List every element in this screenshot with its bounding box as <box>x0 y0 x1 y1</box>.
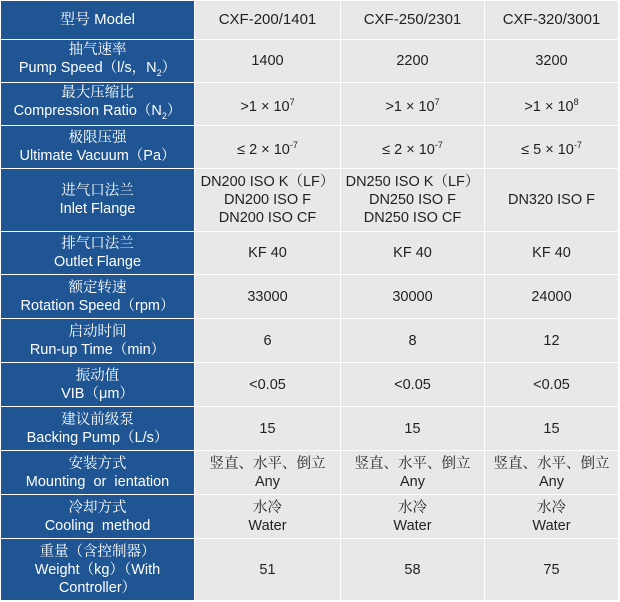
row-label-cell <box>1 232 195 275</box>
row-label-en: Mounting or ientation <box>25 473 170 490</box>
value-cell: KF 40 <box>341 232 485 275</box>
row-label-zh: 冷却方式 <box>68 499 127 516</box>
value-cell: DN200 ISO K（LF） DN200 ISO F DN200 ISO CF <box>195 169 341 232</box>
table-row-weight <box>1 539 619 601</box>
table-row-ultimate-vacuum <box>1 126 619 169</box>
table-row-outlet-flange <box>1 232 619 275</box>
value-cell: <0.05 <box>195 363 341 407</box>
value-cell: KF 40 <box>195 232 341 275</box>
row-label-zh: 排气口法兰 <box>61 236 134 252</box>
table-row-mounting <box>1 451 619 495</box>
row-label-cell <box>1 83 195 126</box>
value-cell: 水冷 Water <box>485 495 619 539</box>
model-name-cell: CXF-250/2301 <box>341 1 485 40</box>
value-cell: <0.05 <box>485 363 619 407</box>
row-label-en: Cooling method <box>44 517 151 534</box>
row-label-zh: 进气口法兰 <box>61 183 134 199</box>
row-label-en: Weight（kg）（With <box>34 561 161 578</box>
row-label-en: Rotation Speed（rpm） <box>20 297 175 314</box>
row-label-cell <box>1 40 195 83</box>
model-name-cell: CXF-320/3001 <box>485 1 619 40</box>
value-cell: 15 <box>195 407 341 451</box>
row-label-zh: 额定转速 <box>68 279 127 296</box>
value-cell: 水冷 Water <box>341 495 485 539</box>
row-label-cell <box>1 126 195 169</box>
table-row-cooling <box>1 495 619 539</box>
row-label-en: Pump Speed（l/s，$N_2$） <box>18 59 177 78</box>
value-cell: 12 <box>485 319 619 363</box>
table-row-rotation-speed <box>1 275 619 319</box>
row-label-cell <box>1 363 195 407</box>
value-cell: 竖直、水平、倒立 Any <box>341 451 485 495</box>
table-row-run-up-time <box>1 319 619 363</box>
value-cell: ≤ $5 \times 10^{-7}$ <box>485 126 619 169</box>
value-cell: <0.05 <box>341 363 485 407</box>
value-cell: ≤ $2 \times 10^{-7}$ <box>341 126 485 169</box>
row-label-zh: 重量（含控制器） <box>39 543 156 560</box>
value-cell: DN320 ISO F <box>485 169 619 232</box>
table-row-inlet-flange <box>1 169 619 232</box>
row-label-cell <box>1 495 195 539</box>
value-cell: $>1 \times 10^7$ <box>341 83 485 126</box>
value-cell: 15 <box>341 407 485 451</box>
value-cell: KF 40 <box>485 232 619 275</box>
row-label-cell <box>1 451 195 495</box>
value-cell: 3200 <box>485 40 619 83</box>
row-label-cell <box>1 539 195 601</box>
value-cell: 51 <box>195 539 341 601</box>
row-label-cell <box>1 275 195 319</box>
row-label-en: Inlet Flange <box>59 201 136 217</box>
row-label-en: Run-up Time（min） <box>29 341 166 358</box>
row-label-en: VIB（μm） <box>61 385 134 402</box>
table-header-row <box>1 1 619 40</box>
row-label-en: Controller） <box>58 579 137 596</box>
value-cell: 58 <box>341 539 485 601</box>
table-row-backing-pump <box>1 407 619 451</box>
row-label-zh: 振动值 <box>75 367 120 384</box>
row-label-en: Backing Pump（L/s） <box>26 429 169 446</box>
row-label-en: Ultimate Vacuum（Pa） <box>19 148 176 164</box>
value-cell: 30000 <box>341 275 485 319</box>
row-label-cell <box>1 169 195 232</box>
row-label-zh: 极限压强 <box>68 130 127 146</box>
value-cell: $>1 \times 10^8$ <box>485 83 619 126</box>
model-name-cell: CXF-200/1401 <box>195 1 341 40</box>
value-cell: 1400 <box>195 40 341 83</box>
row-label-cell <box>1 319 195 363</box>
value-cell: ≤ $2 \times 10^{-7}$ <box>195 126 341 169</box>
model-header-cell: 型号 Model <box>1 1 195 40</box>
value-cell: DN250 ISO K（LF） DN250 ISO F DN250 ISO CF <box>341 169 485 232</box>
value-cell: 15 <box>485 407 619 451</box>
value-cell: 8 <box>341 319 485 363</box>
row-label-en: Outlet Flange <box>53 254 142 270</box>
row-label-zh: 安装方式 <box>68 455 127 472</box>
value-cell: 水冷 Water <box>195 495 341 539</box>
value-cell: 竖直、水平、倒立 Any <box>485 451 619 495</box>
row-label-cell <box>1 407 195 451</box>
value-cell: 竖直、水平、倒立 Any <box>195 451 341 495</box>
row-label-en: Compression $Ratio(N_2)$ <box>13 102 182 121</box>
row-label-zh: 建议前级泵 <box>61 411 134 428</box>
row-label-zh: 最大压缩比 <box>61 84 134 101</box>
table-row-pump-speed <box>1 40 619 83</box>
row-label-zh: 启动时间 <box>68 323 127 340</box>
value-cell: 75 <box>485 539 619 601</box>
value-cell: 2200 <box>341 40 485 83</box>
value-cell: $>1 \times 10^7$ <box>195 83 341 126</box>
value-cell: 6 <box>195 319 341 363</box>
table-row-compression-ratio <box>1 83 619 126</box>
value-cell: 24000 <box>485 275 619 319</box>
row-label-zh: 抽气速率 <box>68 41 127 58</box>
value-cell: 33000 <box>195 275 341 319</box>
table-row-vibration <box>1 363 619 407</box>
